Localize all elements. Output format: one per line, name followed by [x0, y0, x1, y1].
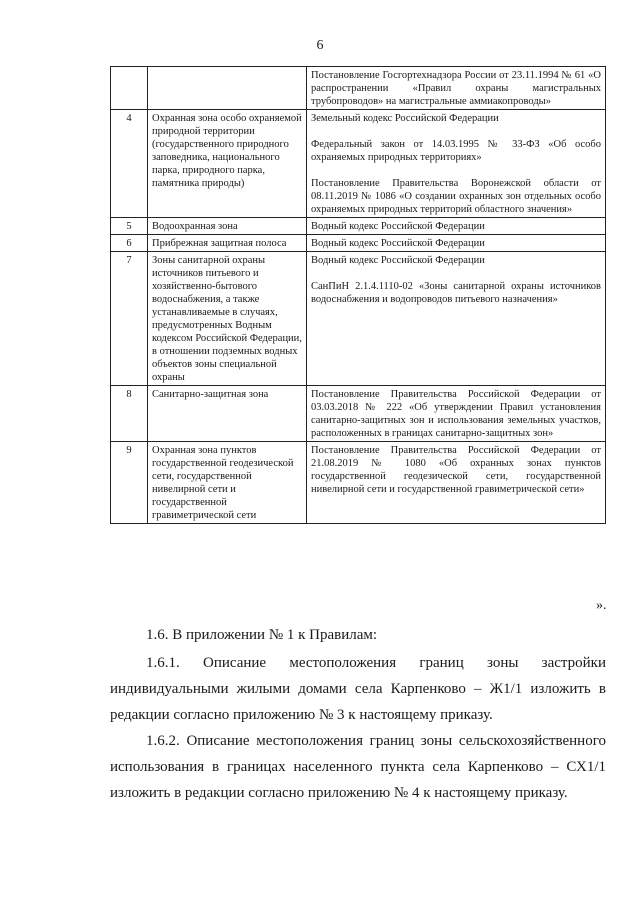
row-number: 9 — [111, 442, 148, 524]
legal-act: Постановление Правительства Российской Федерации от 21.08.2019 № 1080 «Об охранных зонах пунктов государственной геодезической сети, государственной нивелирной сети и государственной гравиметрической сети» — [311, 445, 601, 495]
table-row — [111, 252, 606, 386]
legal-act: Водный кодекс Российской Федерации — [311, 221, 485, 232]
body-paragraph: 1.6.2. Описание местоположения границ зоны сельскохозяйственного использования в границах населенного пункта села Карпенково – СХ1/1 изложить в редакции согласно приложению № 4 к настоящему приказу. — [110, 733, 606, 801]
regulations-table — [110, 66, 606, 524]
row-number — [111, 67, 148, 110]
legal-basis — [307, 235, 606, 252]
body-paragraph: 1.6.1. Описание местоположения границ зоны застройки индивидуальными жилыми домами села Карпенково – Ж1/1 изложить в редакции согласно приложению № 3 к настоящему приказу. — [110, 655, 606, 723]
row-number: 5 — [111, 218, 148, 235]
row-number: 6 — [111, 235, 148, 252]
row-number: 7 — [111, 252, 148, 386]
legal-act: Водный кодекс Российской Федерации — [311, 255, 485, 266]
section-heading: 1.6. В приложении № 1 к Правилам: — [146, 627, 378, 643]
zone-name: Зоны санитарной охраны источников питьевого и хозяйственно-бытового водоснабжения, а также устанавливаемые в случаях, предусмотренных Водным кодексом Российской Федерации, в отношении подземных водных объектов зоны специальной охраны — [148, 252, 307, 386]
zone-name: Санитарно-защитная зона — [148, 386, 307, 442]
legal-basis — [307, 67, 606, 110]
table-row — [111, 235, 606, 252]
zone-name — [148, 67, 307, 110]
zone-name: Водоохранная зона — [148, 218, 307, 235]
page-number: 6 — [316, 38, 324, 53]
legal-act: СанПиН 2.1.4.1110-02 «Зоны санитарной охраны источников водоснабжения и водопроводов питьевого назначения» — [311, 281, 601, 305]
zone-name: Прибрежная защитная полоса — [148, 235, 307, 252]
table-row — [111, 442, 606, 524]
legal-basis — [307, 386, 606, 442]
row-number: 8 — [111, 386, 148, 442]
legal-basis — [307, 218, 606, 235]
legal-act: Федеральный закон от 14.03.1995 № 33-ФЗ «Об особо охраняемых природных территориях» — [311, 139, 601, 163]
legal-basis — [307, 442, 606, 524]
zone-name: Охранная зона особо охраняемой природной территории (государственного природного заповедника, национального парка, природного парка, памятника природы) — [148, 110, 307, 218]
legal-basis — [307, 110, 606, 218]
table-row — [111, 386, 606, 442]
row-number: 4 — [111, 110, 148, 218]
closing-quote: ». — [596, 598, 607, 613]
legal-act: Земельный кодекс Российской Федерации — [311, 113, 499, 124]
legal-act: Постановление Правительства Российской Федерации от 03.03.2018 № 222 «Об утверждении Правил установления санитарно-защитных зон и использования земельных участков, расположенных в границах санитарно-защитных зон» — [311, 389, 601, 439]
legal-act: Постановление Правительства Воронежской области от 08.11.2019 № 1086 «О создании охранных зон отдельных особо охраняемых природных территорий областного значения» — [311, 178, 601, 215]
legal-act: Водный кодекс Российской Федерации — [311, 238, 485, 249]
table-row — [111, 218, 606, 235]
table-row — [111, 110, 606, 218]
table-row — [111, 67, 606, 110]
legal-basis — [307, 252, 606, 386]
legal-act: Постановление Госгортехнадзора России от 23.11.1994 № 61 «О распространении «Правил охраны магистральных трубопроводов» на магистральные аммиакопроводы» — [311, 70, 601, 107]
zone-name: Охранная зона пунктов государственной геодезической сети, государственной нивелирной сети и государственной гравиметрической сети — [148, 442, 307, 524]
